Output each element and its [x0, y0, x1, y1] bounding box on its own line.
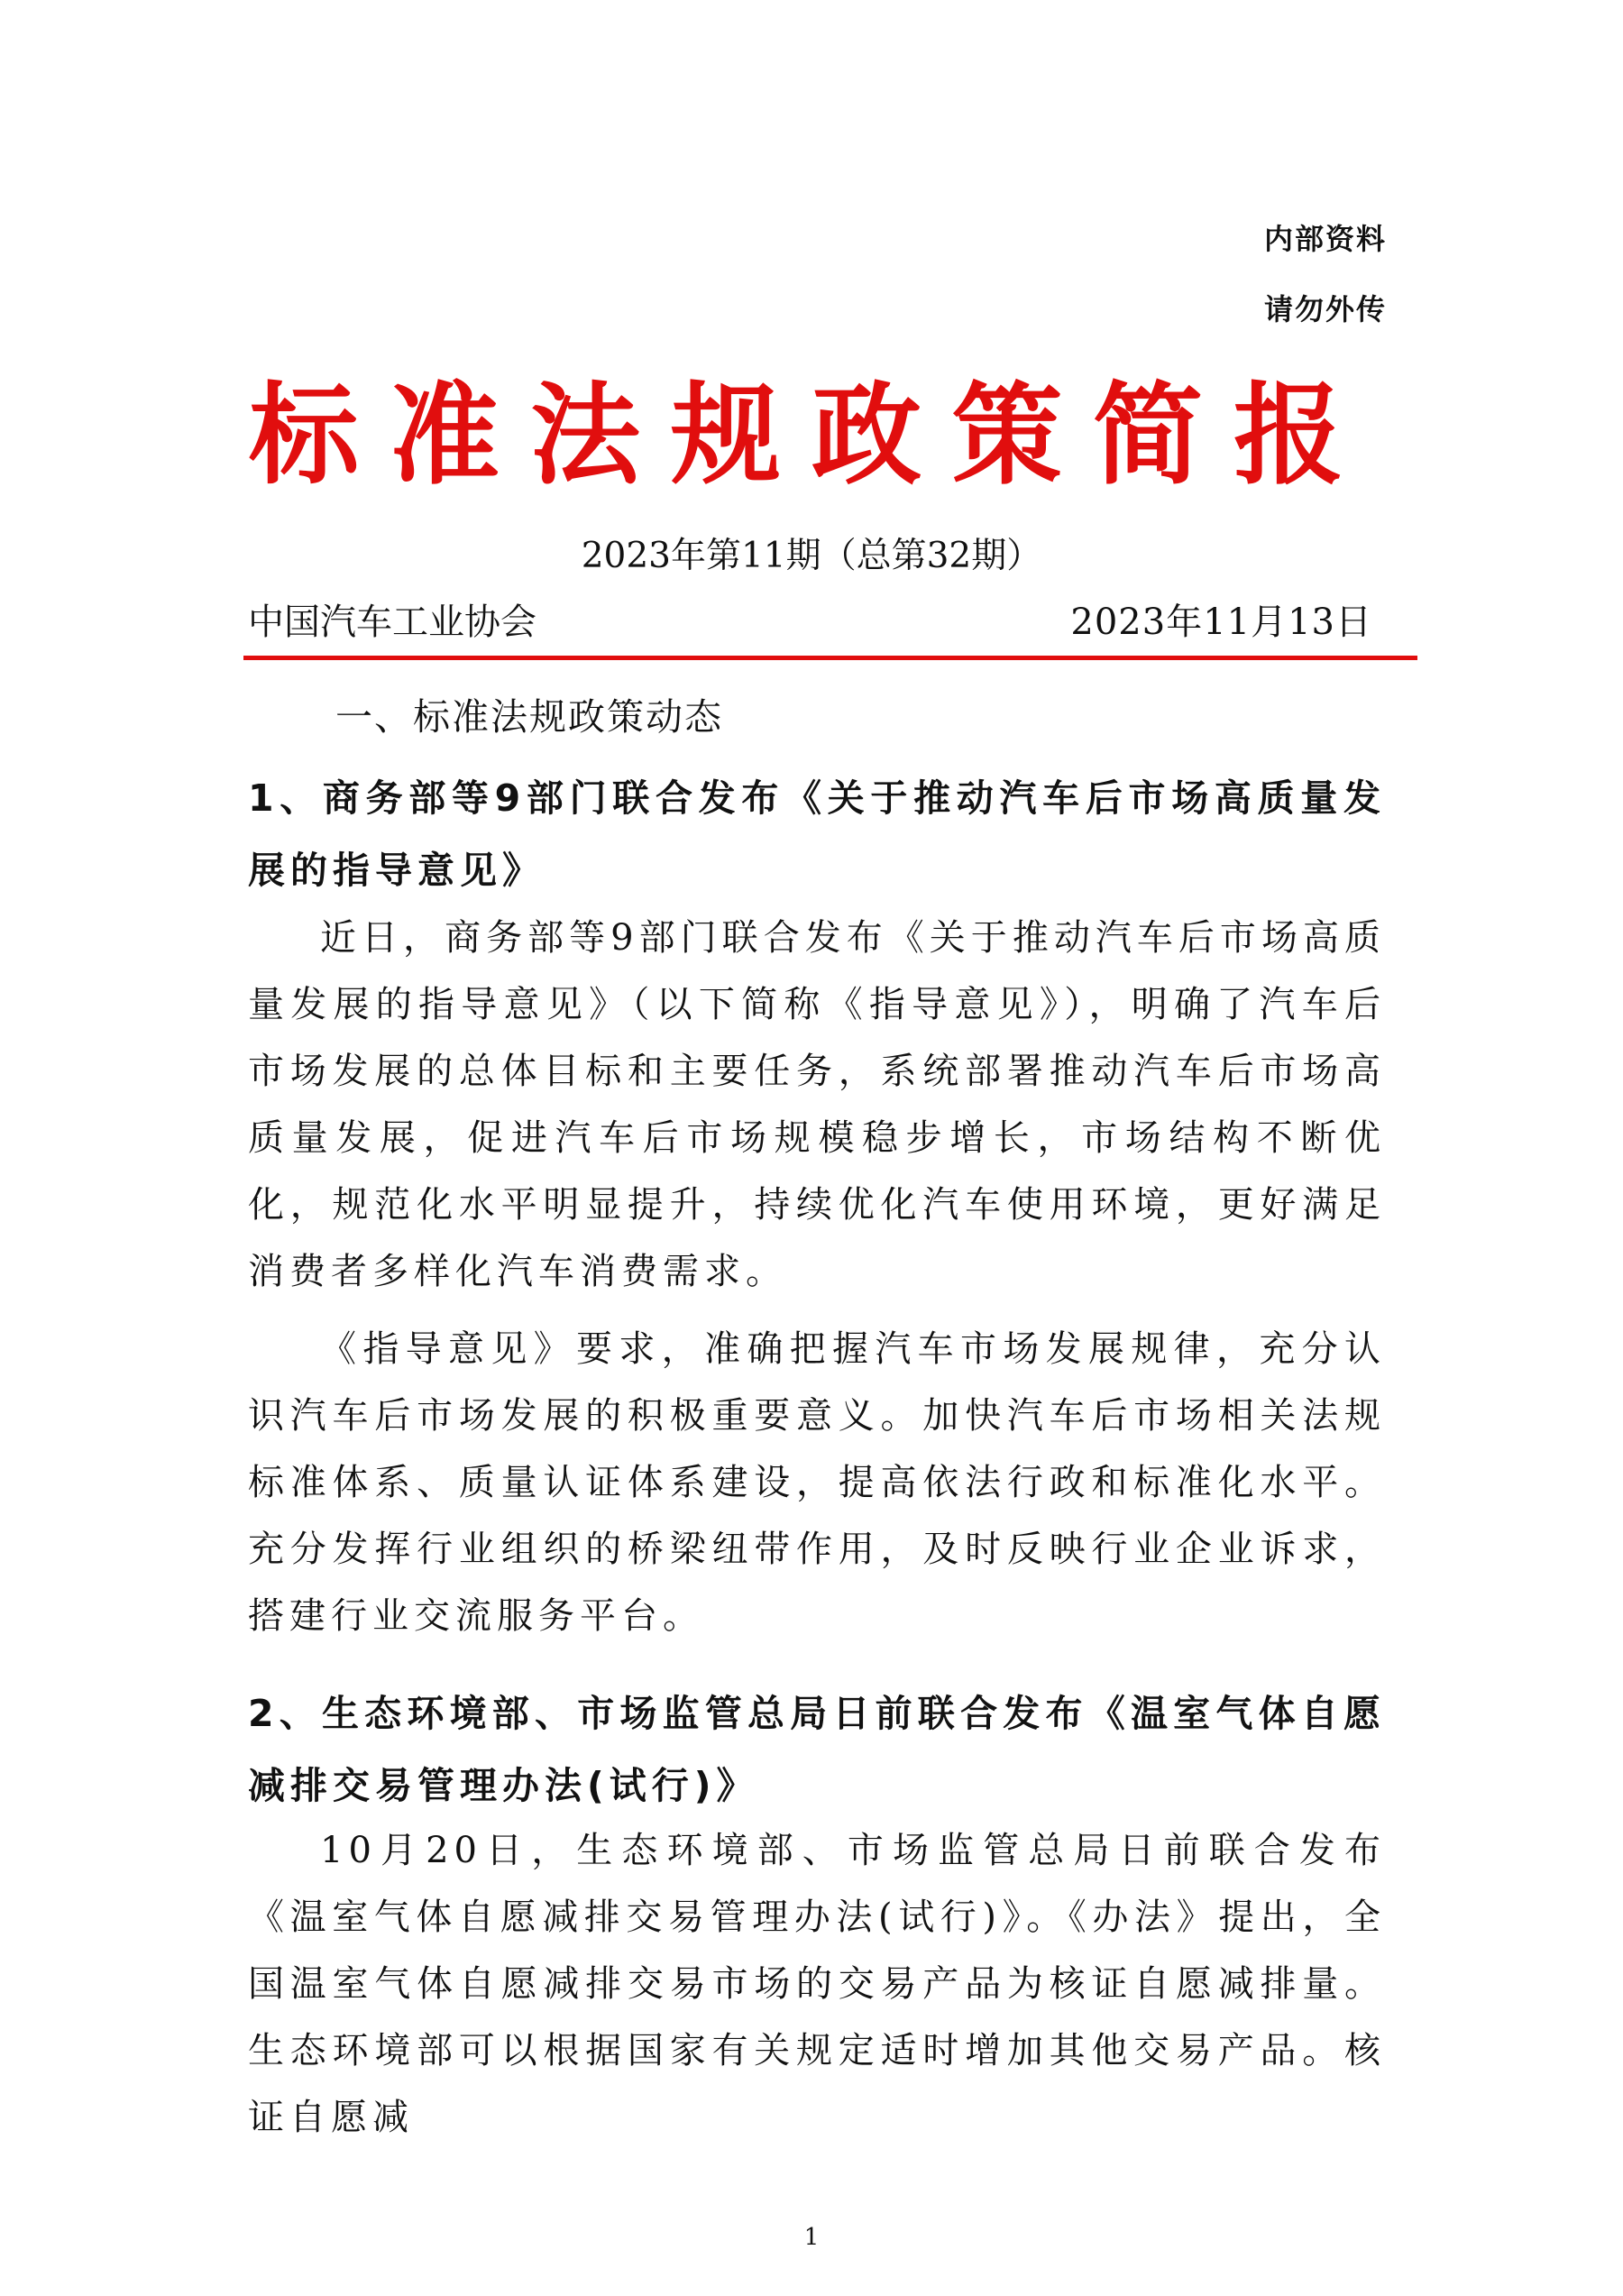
page-number: 1	[803, 2224, 820, 2251]
publish-date: 2023年11月13日	[1070, 602, 1372, 643]
article-2-paragraph-1: 10月20日，生态环境部、市场监管总局日前联合发布《温室气体自愿减排交易管理办法(试行)》。《办法》提出，全国温室气体自愿减排交易市场的交易产品为核证自愿减排量。生态环境部可以根据国家有关规定适时增加其他交易产品。核证自愿减	[248, 1830, 1386, 2138]
publisher-organization: 中国汽车工业协会	[248, 602, 536, 643]
article-2-heading: 2、生态环境部、市场监管总局日前联合发布《温室气体自愿减排交易管理办法(试行)》	[248, 1692, 1386, 1807]
header-divider	[243, 656, 1417, 660]
section-title: 一、标准法规政策动态	[335, 695, 723, 739]
article-1-paragraph-2: 《指导意见》要求，准确把握汽车市场发展规律，充分认识汽车后市场发展的积极重要意义。加快汽车后市场相关法规标准体系、质量认证体系建设，提高依法行政和标准化水平。充分发挥行业组织的桥梁纽带作用，及时反映行业企业诉求，搭建行业交流服务平台。	[248, 1328, 1386, 1637]
issue-number: 2023年第11期（总第32期）	[581, 536, 1042, 576]
internal-material-label: 内部资料	[1263, 222, 1387, 256]
masthead-title: 标准法规政策简报	[249, 372, 1374, 500]
article-1-heading: 1、商务部等9部门联合发布《关于推动汽车后市场高质量发展的指导意见》	[248, 776, 1386, 892]
article-1-paragraph-1: 近日，商务部等9部门联合发布《关于推动汽车后市场高质量发展的指导意见》（以下简称《指导意见》），明确了汽车后市场发展的总体目标和主要任务，系统部署推动汽车后市场高质量发展，促进汽车后市场规模稳步增长，市场结构不断优化，规范化水平明显提升，持续优化汽车使用环境，更好满足消费者多样化汽车消费需求。	[248, 917, 1386, 1292]
do-not-distribute-label: 请勿外传	[1263, 292, 1387, 326]
